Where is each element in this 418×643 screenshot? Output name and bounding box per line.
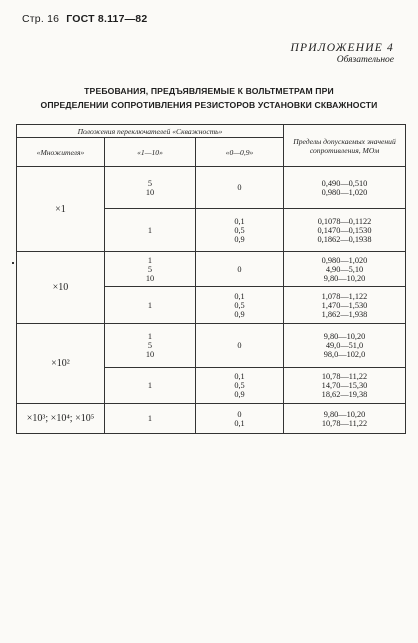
position-1-10-cell bbox=[105, 324, 196, 368]
range-cell-value: 98,0—102,0 bbox=[323, 350, 366, 359]
position-1-10-cell bbox=[105, 209, 196, 252]
range-cell-value: 0,980—1,020 bbox=[321, 255, 368, 265]
range-cell-value: 4,90—5,10 bbox=[325, 264, 364, 274]
table-row bbox=[17, 404, 406, 434]
range-cell-value: 9,80—10,20 bbox=[323, 332, 366, 341]
requirements-table bbox=[16, 124, 406, 434]
position-0-09-cell bbox=[196, 404, 284, 434]
position-1-10-cell bbox=[105, 404, 196, 434]
position-1-10-cell-value: 1 bbox=[147, 255, 153, 265]
header-switch-positions: Положения переключателей «Скважность» bbox=[17, 125, 284, 138]
position-0-09-cell-value: 0,1 bbox=[234, 291, 245, 301]
header-1-10: «1—10» bbox=[105, 138, 196, 167]
header-0-09: «0—0,9» bbox=[196, 138, 284, 167]
table-row bbox=[17, 167, 406, 209]
position-0-09-cell bbox=[196, 287, 284, 324]
position-1-10-cell-value: 1 bbox=[147, 414, 153, 423]
position-0-09-cell bbox=[196, 167, 284, 209]
position-1-10-cell-value: 10 bbox=[145, 187, 155, 197]
range-cell bbox=[284, 287, 406, 324]
page-header bbox=[22, 13, 147, 25]
range-cell-value: 0,1078—0,1122 bbox=[317, 216, 372, 226]
position-0-09-cell-value: 0 bbox=[237, 341, 242, 350]
title-line-2: ОПРЕДЕЛЕНИИ СОПРОТИВЛЕНИЯ РЕЗИСТОРОВ УСТАНОВКИ СКВАЖНОСТИ bbox=[40, 100, 378, 110]
header-range: Пределы допускаемых значений сопротивления, МОм bbox=[284, 125, 406, 167]
range-cell-value: 49,0—51,0 bbox=[325, 341, 364, 350]
range-cell-value: 0,1862—0,1938 bbox=[317, 234, 372, 244]
appendix-title: ПРИЛОЖЕНИЕ 4 bbox=[290, 42, 394, 54]
position-1-10-cell bbox=[105, 252, 196, 287]
position-1-10-cell-value: 1 bbox=[147, 300, 153, 310]
position-0-09-cell-value: 0 bbox=[237, 409, 242, 419]
range-cell-value: 9,80—10,20 bbox=[323, 409, 366, 419]
range-cell bbox=[284, 209, 406, 252]
position-0-09-cell-value: 0,5 bbox=[234, 300, 245, 310]
multiplier-cell: ×10² bbox=[17, 324, 105, 404]
position-1-10-cell-value: 5 bbox=[147, 178, 153, 188]
header-multiplier: «Множителя» bbox=[17, 138, 105, 167]
position-1-10-cell-value: 5 bbox=[147, 341, 153, 350]
range-cell-value: 1,862—1,938 bbox=[321, 309, 368, 319]
position-1-10-cell bbox=[105, 167, 196, 209]
document-title bbox=[0, 84, 418, 112]
position-0-09-cell-value: 0 bbox=[237, 183, 242, 192]
range-cell bbox=[284, 324, 406, 368]
position-1-10-cell-value: 1 bbox=[147, 332, 153, 341]
position-0-09-cell bbox=[196, 209, 284, 252]
position-0-09-cell-value: 0,1 bbox=[234, 418, 245, 428]
position-1-10-cell bbox=[105, 287, 196, 324]
range-cell-value: 14,70—15,30 bbox=[321, 381, 368, 390]
range-cell-value: 0,1470—0,1530 bbox=[317, 225, 372, 235]
position-1-10-cell-value: 10 bbox=[145, 273, 155, 283]
position-1-10-cell-value: 5 bbox=[147, 264, 153, 274]
position-1-10-cell bbox=[105, 368, 196, 404]
position-0-09-cell-value: 0 bbox=[237, 264, 242, 274]
position-0-09-cell-value: 0,5 bbox=[234, 225, 245, 235]
range-cell bbox=[284, 167, 406, 209]
range-cell bbox=[284, 368, 406, 404]
gost-number: ГОСТ 8.117—82 bbox=[66, 13, 148, 25]
position-0-09-cell-value: 0,1 bbox=[234, 372, 245, 381]
range-cell-value: 9,80—10,20 bbox=[323, 273, 366, 283]
table-row bbox=[17, 252, 406, 287]
multiplier-cell: ×10 bbox=[17, 252, 105, 324]
range-cell-value: 1,470—1,530 bbox=[321, 300, 368, 310]
position-0-09-cell-value: 0,9 bbox=[234, 390, 245, 399]
position-0-09-cell-value: 0,5 bbox=[234, 381, 245, 390]
range-cell bbox=[284, 252, 406, 287]
range-cell-value: 10,78—11,22 bbox=[321, 372, 368, 381]
position-1-10-cell-value: 10 bbox=[145, 350, 155, 359]
multiplier-cell: ×10³; ×10⁴; ×10⁵ bbox=[17, 404, 105, 434]
title-line-1: ТРЕБОВАНИЯ, ПРЕДЪЯВЛЯЕМЫЕ К ВОЛЬТМЕТРАМ ПРИ bbox=[84, 86, 334, 96]
range-cell-value: 18,62—19,38 bbox=[321, 390, 368, 399]
position-0-09-cell bbox=[196, 324, 284, 368]
range-cell-value: 0,490—0,510 bbox=[321, 178, 368, 188]
margin-mark bbox=[12, 262, 14, 264]
position-0-09-cell-value: 0,9 bbox=[234, 234, 245, 244]
position-0-09-cell bbox=[196, 252, 284, 287]
table-row bbox=[17, 324, 406, 368]
position-0-09-cell bbox=[196, 368, 284, 404]
range-cell bbox=[284, 404, 406, 434]
range-cell-value: 0,980—1,020 bbox=[321, 187, 368, 197]
page-number: Стр. 16 bbox=[22, 13, 60, 25]
position-0-09-cell-value: 0,1 bbox=[234, 216, 245, 226]
position-1-10-cell-value: 1 bbox=[147, 381, 153, 390]
position-0-09-cell-value: 0,9 bbox=[234, 309, 245, 319]
position-1-10-cell-value: 1 bbox=[147, 225, 153, 235]
range-cell-value: 1,078—1,122 bbox=[321, 291, 368, 301]
range-cell-value: 10,78—11,22 bbox=[321, 418, 368, 428]
appendix-label bbox=[290, 42, 394, 65]
multiplier-cell: ×1 bbox=[17, 167, 105, 252]
appendix-subtitle: Обязательное bbox=[336, 55, 394, 65]
